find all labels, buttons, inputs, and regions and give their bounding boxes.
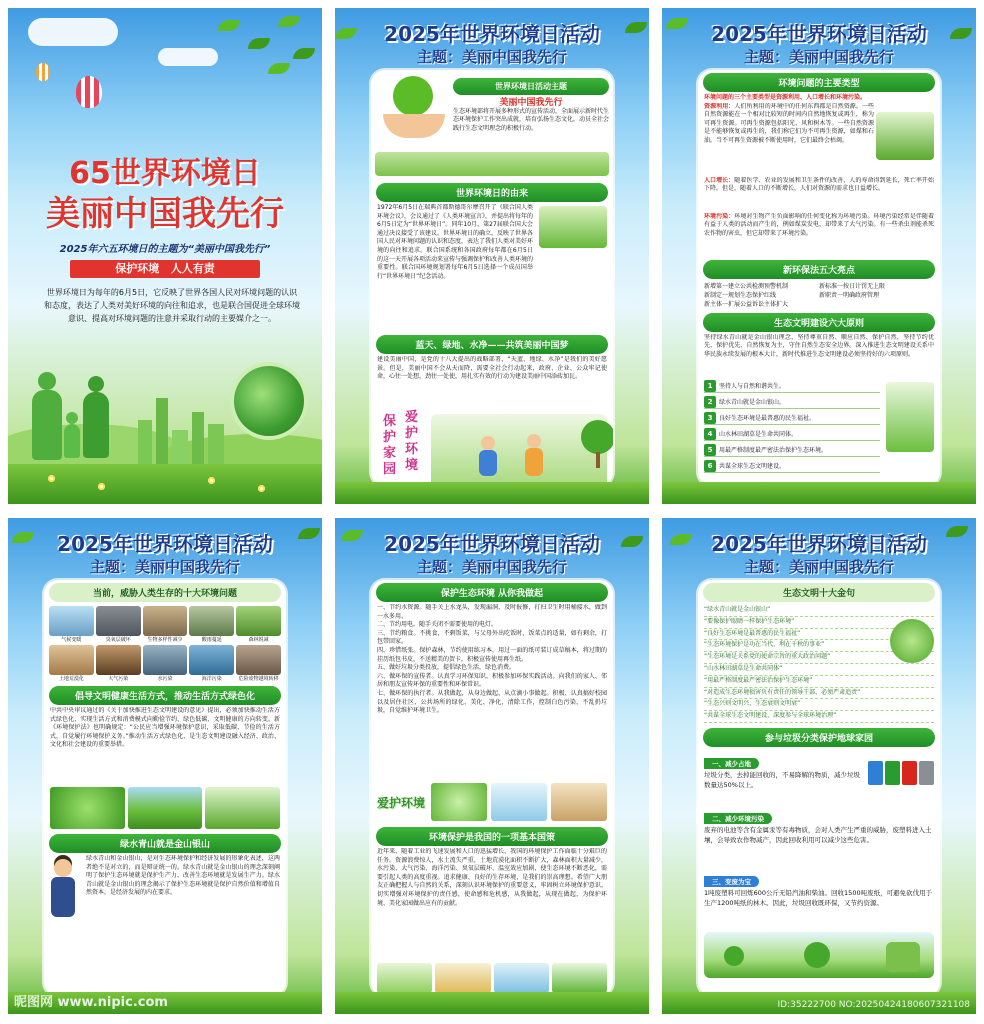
poster-ten-problems bbox=[8, 518, 322, 1014]
grass bbox=[662, 482, 976, 504]
principle-row: 1 坚持人与自然和谐共生。 bbox=[704, 380, 880, 393]
problem-photo bbox=[189, 645, 234, 675]
problem-label: 气候变暖 bbox=[61, 637, 82, 643]
quote-item: “生态环境是关系党的使命宗旨的重大政治问题” bbox=[704, 652, 934, 664]
start-item: 一、节约水资源。随手关上水龙头，发现漏洞，及时报修，打扫卫生时用桶接水，做到一水多用。 bbox=[377, 604, 607, 620]
header-theme: 主题：美丽中国我先行 bbox=[743, 558, 894, 576]
header-title: 2025年世界环境日活动 bbox=[711, 532, 927, 556]
cover-body: 世界环境日为每年的6月5日，它反映了世界各国人民对环境问题的认识和态度，表达了人类对美好环境的向往和追求，也是联合国促进全球环境意识、提高对环境问题的注意并采取行动的主要媒介之一。 bbox=[44, 288, 300, 323]
quote-item: “对造成生态环境损害负有责任的领导干部，必须严肃追责” bbox=[704, 688, 934, 700]
types-text-3: 环境对生物产生负面影响的任何变化称为环境污染。环境污染经常是伴随着有益于人类的活动而产生的，例如煤炭发电，却带来了大气污染。有一些杀虫剂能杀死农作物的害虫，但它却带来了环境污染。 bbox=[704, 212, 934, 237]
theme-text: 生态环境部将开展多种形式的宣传活动，全面展示新时代生态环境保护工作突出成就，培育弘扬生态文化，动员全社会践行生态文明理念的积极行动。 bbox=[453, 108, 610, 132]
slogan-part1: 保护环境 bbox=[115, 262, 160, 275]
leaf bbox=[218, 20, 240, 31]
header-title: 2025年世界环境日活动 bbox=[384, 532, 600, 556]
mountain-text: 绿水青山和金山银山，是对生态环境保护和经济发展的形象化表述，这两者绝不是对立的，而是辩证统一的。绿水青山就是金山银山的理念深刻阐明了保护生态环境就是保护生产力、改善生态环境就是发展生产力。绿水青山就是金山银山的理念揭示了保护生态环境就是保护自然价值和增值自然资本，是经济发展的内在要求。 bbox=[86, 855, 280, 897]
law-item: 新制定一规划生态保护红线 bbox=[704, 291, 777, 299]
law-bar: 新环保法五大亮点 bbox=[703, 260, 935, 279]
green-globe-photo bbox=[50, 787, 125, 829]
hands-plant-illustration bbox=[379, 76, 449, 142]
problem-card bbox=[188, 605, 235, 644]
theme-bar: 世界环境日活动主题 bbox=[453, 78, 609, 95]
sort3-title: 三、变废为宝 bbox=[704, 876, 759, 887]
quote-item: “共谋全球生态文明建设，深度参与全球环境治理” bbox=[704, 711, 934, 723]
problem-label: 生物多样性减少 bbox=[147, 637, 183, 643]
sort-section-1 bbox=[698, 749, 940, 804]
cartoon-row bbox=[371, 960, 613, 996]
cover-title-line1: 65世界环境日 bbox=[69, 156, 261, 191]
grass bbox=[335, 482, 649, 504]
flower bbox=[258, 485, 265, 492]
principle-item: 绿水青山就是金山银山。 bbox=[719, 399, 786, 407]
types-label-2: 人口增长： bbox=[704, 176, 735, 184]
types-intro: 环境问题的三个主要类型是资源利用、人口增长和环境污染。 bbox=[704, 94, 867, 101]
law-item: 新职责一明确政府管理 bbox=[819, 291, 880, 299]
quote-item: “绿水青山就是金山银山” bbox=[704, 605, 934, 617]
problem-photo bbox=[96, 645, 141, 675]
dream-text: 建设美丽中国，是党的十八大提出的战略部署，“天蓝、地绿、水净”是我们的美好愿景。但是，美丽中国不会从天而降，需要全社会行动起来，政府、企业、公众牢记使命，心往一处想，劲往一处使，用扎实有效的行动为建设美丽中国添砖加瓦。 bbox=[377, 356, 607, 381]
problem-card bbox=[188, 644, 235, 683]
sort1-title: 一、减少占地 bbox=[704, 758, 759, 769]
problem-label: 水污染 bbox=[157, 676, 173, 682]
family-silhouette bbox=[28, 372, 138, 472]
types-label-3: 环境污染： bbox=[704, 212, 735, 220]
image-id: ID:35222700 NO:20250424180607321108 bbox=[777, 1000, 970, 1010]
leaf bbox=[293, 48, 315, 59]
types-bar: 环境问题的主要类型 bbox=[703, 73, 935, 92]
problem-card bbox=[235, 644, 282, 683]
principle-item: 良好生态环境是最普惠的民生福祉。 bbox=[719, 415, 816, 423]
cover-title-line2: 美丽中国我先行 bbox=[46, 194, 284, 234]
art-text: 爱护环境 bbox=[377, 795, 426, 810]
art-text-1: 保护家园 bbox=[383, 414, 397, 477]
watermark: 昵图网 www.nipic.com bbox=[14, 995, 168, 1010]
sort-bar: 参与垃圾分类保护地球家园 bbox=[703, 728, 935, 747]
content-panel bbox=[371, 70, 613, 486]
leaf bbox=[268, 63, 290, 74]
theme-name: 美丽中国我先行 bbox=[499, 98, 563, 108]
header-title: 2025年世界环境日活动 bbox=[57, 532, 273, 556]
start-item: 二、节约用电。随手关闭不需要使用的电灯。 bbox=[377, 621, 498, 629]
header-theme: 主题：美丽中国我先行 bbox=[89, 558, 240, 576]
cloud bbox=[28, 18, 118, 46]
problems-bar: 当前，威胁人类生存的十大环境问题 bbox=[49, 583, 281, 602]
types-text-2: 随着医学、农业的发展和卫生条件的改善，人的寿命得到延长，死亡率开始下降。但是，随着人口的不断增长，人们对资源的需求也日益增长。 bbox=[704, 176, 934, 193]
problem-photo bbox=[236, 606, 281, 636]
leaf-globe-image bbox=[890, 619, 934, 663]
environment-card-image bbox=[539, 206, 607, 248]
header-title: 2025年世界环境日活动 bbox=[711, 22, 927, 46]
dream-bar: 蓝天、绿地、水净——共筑美丽中国梦 bbox=[376, 335, 608, 354]
quote-item: “要像保护眼睛一样保护生态环境” bbox=[704, 617, 934, 629]
poster-quotes-sorting bbox=[662, 518, 976, 1014]
principle-row: 2 绿水青山就是金山银山。 bbox=[704, 396, 880, 409]
eco-illustration-row bbox=[371, 780, 613, 824]
green-photos bbox=[44, 785, 286, 831]
principle-item: 共谋全球生态文明建设。 bbox=[719, 463, 786, 471]
principle-item: 用最严格制度最严密法治保护生态环境。 bbox=[719, 447, 828, 455]
books-image bbox=[551, 783, 607, 821]
problem-label: 大气污染 bbox=[108, 676, 129, 682]
eco-word-photo bbox=[205, 787, 280, 829]
quote-item: “良好生态环境是最普惠的民生福祉” bbox=[704, 629, 934, 641]
problem-label: 酸雨蔓延 bbox=[201, 637, 222, 643]
leaf bbox=[248, 38, 270, 49]
problem-label: 森林锐减 bbox=[248, 637, 269, 643]
start-item: 五、做好垃圾分类投放，提倡绿色生活，绿色消费。 bbox=[377, 664, 516, 672]
problem-card bbox=[95, 605, 142, 644]
hands-leaf-image bbox=[431, 783, 487, 821]
content-panel bbox=[44, 580, 286, 996]
origin-text: 1972年6月5日在瑞典首都斯德哥尔摩召开了《联合国人类环境会议》，会议通过了《人类环境宣言》，并提出将每年的6月5日定为“世界环境日”。同年10月，第27届联合国大会通过决议接受了该建议。世界环境日的确立，反映了世界各国人民对环境问题的认识和态度，表达了我们人类对美好环境的向往和追求。联合国系统和各国政府每年都在6月5日的这一天开展各项活动来宣传与强调保护和改善人类环境的重要性。联合国环境规划署每年6月5日选择一个成员国举行“世界环境日”纪念活动。 bbox=[377, 204, 534, 280]
trash-bins-icon bbox=[868, 755, 934, 785]
problem-photo bbox=[49, 606, 94, 636]
life-bar: 倡导文明健康生活方式，推动生活方式绿色化 bbox=[49, 686, 281, 705]
start-item: 六、做环保的宣传者。认真学习环保知识，积极参加环保实践活动。向我们的家人、邻居和朋友宣传环保的重要性和环保常识。 bbox=[377, 672, 607, 689]
art-text-2: 爱护环境 bbox=[405, 410, 419, 473]
start-item: 三、节约粮食。不挑食，不剩饭菜，与父母外出吃饭时，饭菜点的适量，如有剩余，打包带回家。 bbox=[377, 629, 607, 646]
cloud bbox=[158, 48, 218, 66]
slogan-ribbon bbox=[70, 260, 260, 278]
life-text: 中共中央审议通过的《关于加快推进生态文明建设的意见》提出，必须加快推动生活方式绿色化，实现生活方式和消费模式向勤俭节约、绿色低碳、文明健康的方向转变。新《环境保护法》也明确规定：“公民应当增强环境保护意识，采取低碳、节俭的生活方式，自觉履行环境保护义务。”推动生活方式绿色化，是生态文明建设融入经济、政治、文化和社会建设的重要举措。 bbox=[50, 707, 280, 749]
teacher-illustration bbox=[44, 855, 84, 929]
green-city-illustration bbox=[704, 932, 934, 978]
sort-section-3 bbox=[698, 867, 940, 930]
problem-card bbox=[95, 644, 142, 683]
principle-text: 坚持绿水青山就是金山银山理念，坚持尊重自然、顺应自然、保护自然，坚持节约优先、保护优先、自然恢复为主，守住自然生态安全边界。深入推进生态文明建设关系中华民族永续发展的根本大计，新时代推进生态文明建设必须坚持好的六项原则。 bbox=[704, 333, 934, 358]
types-paragraph-2 bbox=[698, 177, 940, 211]
sort3-text: 1吨废塑料可回炼600公斤无铅汽油和柴油。回收1500吨废纸，可避免砍伐用于生产1200吨纸的林木。因此，垃圾回收既环保，又节约资源。 bbox=[704, 888, 933, 907]
problems-grid bbox=[44, 605, 286, 683]
poster-env-problems bbox=[662, 8, 976, 504]
start-item: 七、做环保的执行者。从我做起，从身边做起，从点滴小事做起。积极、认真搞好校园以及居住社区、公共场所的绿化、美化、净化，清除工作，控制白色污染，不乱扔垃圾，自觉维护环境卫生。 bbox=[377, 689, 607, 715]
problem-photo bbox=[49, 645, 94, 675]
grass bbox=[8, 464, 322, 504]
kids-cleaning-illustration bbox=[431, 414, 607, 486]
types-paragraph-3 bbox=[698, 213, 940, 257]
city-traffic-illustration bbox=[375, 152, 609, 176]
principle-item: 山水林田湖草是生命共同体。 bbox=[719, 431, 798, 439]
start-item: 四、珍惜纸张。保护森林，节约使用练习本，用过一面的纸可装订成草稿本，将过期的挂历纸包书皮，不送精美的贺卡，积极宣传使用再生纸。 bbox=[377, 646, 607, 663]
quote-item: “生态兴则文明兴，生态衰则文明衰” bbox=[704, 699, 934, 711]
hot-air-balloon-icon bbox=[76, 76, 102, 108]
policy-bar: 环境保护是我国的一项基本国策 bbox=[376, 827, 608, 846]
header-title: 2025年世界环境日活动 bbox=[384, 22, 600, 46]
leaf bbox=[278, 16, 300, 27]
flower bbox=[208, 477, 215, 484]
sort-section-2 bbox=[698, 804, 940, 867]
poster-protect-ecology bbox=[335, 518, 649, 1014]
hot-air-balloon-icon bbox=[36, 63, 50, 81]
quote-item: “用最严格制度最严密法治保护生态环境” bbox=[704, 676, 934, 688]
quote-item: “山水林田湖草是生命共同体” bbox=[704, 664, 934, 676]
principle-row: 3 良好生态环境是最普惠的民生福祉。 bbox=[704, 412, 880, 425]
flower bbox=[48, 475, 55, 482]
quotes-bar: 生态文明十大金句 bbox=[703, 583, 935, 602]
poster-cover bbox=[8, 8, 322, 504]
cartoon-image bbox=[435, 963, 490, 993]
law-item: 新主体一扩展公益诉讼主体扩大 bbox=[704, 300, 789, 308]
types-text-1: 人们所利用的环境中的任何东西都是自然资源。一些自然资源能在一个相对比较短的时间内自然地恢复或再生，称为可再生资源。可再生资源包括阳光、风和树木等。一些自然资源是不能够恢复或再生的，我们称它们为不可再生资源，如煤和石油。当不可再生资源被不断使用时，它们最终会枯竭。 bbox=[704, 102, 874, 144]
law-item: 新标准一按日计罚无上限 bbox=[819, 282, 886, 290]
city-skyline bbox=[138, 394, 228, 464]
grass bbox=[335, 992, 649, 1014]
content-panel bbox=[698, 580, 940, 996]
problem-card bbox=[235, 605, 282, 644]
principle-bar: 生态文明建设六大原则 bbox=[703, 313, 935, 332]
sort1-text: 垃圾分类，去掉能回收的，不易降解的物质，减少垃圾数量达50%以上。 bbox=[704, 770, 860, 789]
policy-text: 近年来，随着工业的飞速发展和人口的迅猛增长，我国的环境保护工作面临十分艰巨的任务。资源浪费惊人，水土流失严重，土地荒漠化面积不断扩大，森林面积大量减少，水污染、大气污染、海洋污染、臭氧层破坏、温室效应加剧，使生态环境不断恶化，需要引起人类的高度重视。追求健康、良好的生存环境，是我们的崇高理想。希望广大朋友正确把握人与自然的关系，深刻认识环境保护的重要意义，牢固树立环境保护意识，切实增强对环境保护的责任感，使命感和危机感，从我做起，从现在做起，为保护环境、美化家园做出应有的贡献。 bbox=[377, 848, 607, 907]
problem-photo bbox=[143, 645, 188, 675]
origin-bar: 世界环境日的由来 bbox=[376, 183, 608, 202]
problem-label: 海洋污染 bbox=[201, 676, 222, 682]
header-theme: 主题：美丽中国我先行 bbox=[416, 48, 567, 66]
header-theme: 主题：美丽中国我先行 bbox=[416, 558, 567, 576]
problem-label: 危险废物越境转移 bbox=[238, 676, 279, 682]
principle-row: 4 山水林田湖草是生命共同体。 bbox=[704, 428, 880, 441]
principle-row: 5 用最严格制度最严密法治保护生态环境。 bbox=[704, 444, 880, 457]
problem-card bbox=[48, 605, 95, 644]
principle-row: 6 共谋全球生态文明建设。 bbox=[704, 460, 880, 473]
cartoon-image bbox=[377, 963, 432, 993]
content-panel bbox=[371, 580, 613, 996]
header-theme: 主题：美丽中国我先行 bbox=[743, 48, 894, 66]
problem-card bbox=[142, 644, 189, 683]
mountain-bar: 绿水青山就是金山银山 bbox=[49, 834, 281, 853]
sort2-title: 二、减少环境污染 bbox=[704, 813, 772, 824]
problem-photo bbox=[236, 645, 281, 675]
wind-city-image bbox=[491, 783, 547, 821]
principle-item: 坚持人与自然和谐共生。 bbox=[719, 383, 786, 391]
start-list bbox=[371, 604, 613, 780]
problem-photo bbox=[143, 606, 188, 636]
green-field-photo bbox=[128, 787, 203, 829]
law-list bbox=[698, 281, 940, 310]
problem-photo bbox=[189, 606, 234, 636]
law-item: 新增第一建立公共检测预警机制 bbox=[704, 282, 789, 290]
sort2-text: 废弃的电池等含有金属汞等有毒物质，会对人类产生严重的威胁，废塑料进入土壤，会导致农作物减产，因此回收利用可以减少这些危害。 bbox=[704, 825, 932, 844]
problem-photo bbox=[96, 606, 141, 636]
cartoon-image bbox=[552, 963, 607, 993]
quote-item: “生态环境保护是功在当代、利在千秋的事业” bbox=[704, 640, 934, 652]
start-bar: 保护生态环境 从你我做起 bbox=[376, 583, 608, 602]
hands-globe-image bbox=[886, 382, 934, 452]
problem-card bbox=[142, 605, 189, 644]
content-panel bbox=[698, 70, 940, 486]
cover-subtitle: 2025年六五环境日的主题为“美丽中国我先行” bbox=[59, 244, 271, 255]
problem-label: 臭氧层破坏 bbox=[105, 637, 131, 643]
problem-card bbox=[48, 644, 95, 683]
flower bbox=[98, 483, 105, 490]
eco-civilization-image bbox=[876, 112, 934, 160]
earth-globe-icon bbox=[234, 366, 304, 436]
cartoon-image bbox=[494, 963, 549, 993]
poster-theme-origin bbox=[335, 8, 649, 504]
problem-label: 土地荒漠化 bbox=[58, 676, 84, 682]
slogan-part2: 人人有责 bbox=[170, 262, 215, 275]
types-label-1: 资源利用： bbox=[704, 102, 735, 110]
